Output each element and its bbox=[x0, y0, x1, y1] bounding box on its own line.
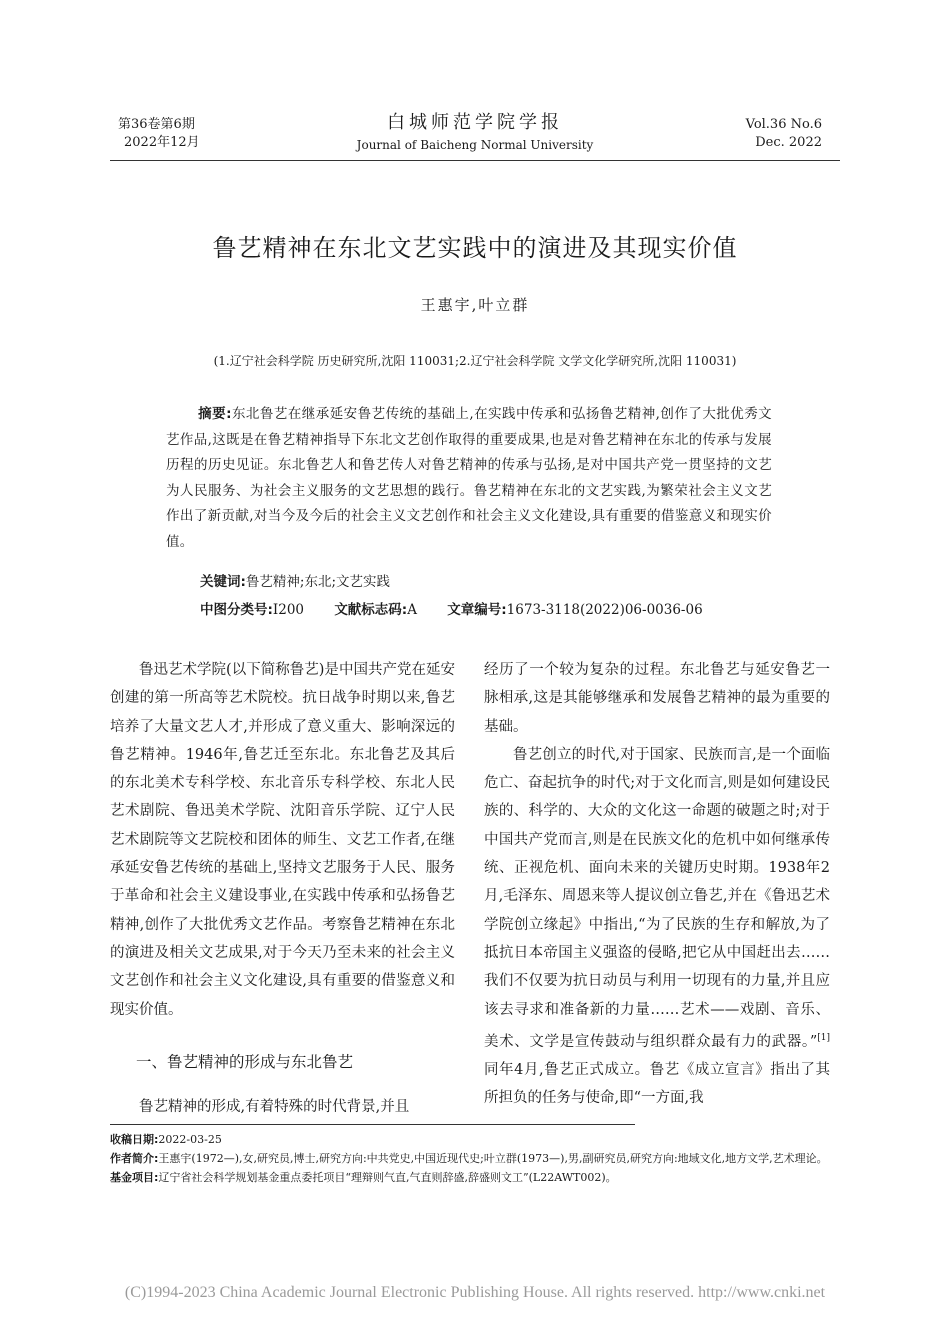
abstract bbox=[166, 402, 772, 555]
doc-code-value: A bbox=[407, 602, 417, 618]
author-info bbox=[110, 1150, 850, 1167]
section-heading: 一、鲁艺精神的形成与东北鲁艺 bbox=[136, 1053, 354, 1071]
article-title: 鲁艺精神在东北文艺实践中的演进及其现实价值 bbox=[212, 234, 738, 262]
footnote-rule bbox=[110, 1124, 635, 1125]
founding-paragraph bbox=[484, 741, 830, 1113]
keywords-text: 鲁艺精神;东北;文艺实践 bbox=[245, 574, 391, 590]
body-left-column bbox=[110, 656, 455, 1024]
keywords-label: 关键词: bbox=[200, 574, 246, 590]
received-date bbox=[110, 1131, 850, 1148]
journal-name-cn: 白城师范学院学报 bbox=[387, 112, 563, 133]
volume-issue-en: Vol.36 No.6 bbox=[745, 117, 822, 132]
clc-label: 中图分类号: bbox=[200, 602, 273, 618]
continued-paragraph: 经历了一个较为复杂的过程。东北鲁艺与延安鲁艺一脉相承,这是其能够继承和发展鲁艺精神的最为重要的基础。 bbox=[484, 662, 830, 735]
received-value: 2022-03-25 bbox=[158, 1133, 222, 1146]
abstract-label: 摘要: bbox=[198, 406, 232, 422]
volume-issue-cn: 第36卷第6期 bbox=[118, 117, 195, 132]
journal-name-en: Journal of Baicheng Normal University bbox=[356, 138, 594, 152]
header-left bbox=[118, 116, 200, 152]
date-cn: 2022年12月 bbox=[124, 135, 200, 150]
citation-mark: [1] bbox=[817, 1032, 830, 1043]
author-info-value: 王惠宇(1972—),女,研究员,博士,研究方向:中共党史,中国近现代史;叶立群(1973—),男,副研究员,研究方向:地域文化,地方文学,艺术理论。 bbox=[158, 1152, 828, 1165]
doc-code-label: 文献标志码: bbox=[334, 602, 408, 618]
header-rule bbox=[110, 160, 840, 161]
date-en: Dec. 2022 bbox=[755, 135, 822, 150]
founding-text-b: 同年4月,鲁艺正式成立。鲁艺《成立宣言》指出了其所担负的任务与使命,即“一方面,我 bbox=[484, 1061, 830, 1107]
clc-value: I200 bbox=[272, 602, 305, 618]
article-no-label: 文章编号: bbox=[447, 602, 507, 618]
keywords bbox=[200, 570, 390, 594]
fund-value: 辽宁省社会科学规划基金重点委托项目“理辩则气直,气直则辞盛,辞盛则文工”(L22AWT002)。 bbox=[158, 1171, 617, 1184]
fund-info bbox=[110, 1169, 850, 1186]
section-paragraph-start: 鲁艺精神的形成,有着特殊的时代背景,并且 bbox=[139, 1099, 410, 1115]
article-no-value: 1673-3118(2022)06-0036-06 bbox=[506, 602, 703, 618]
founding-text-a: 鲁艺创立的时代,对于国家、民族而言,是一个面临危亡、奋起抗争的时代;对于文化而言,则是如何建设民族的、科学的、大众的文化这一命题的破题之时;对于中国共产党而言,则是在民族文化的危机中如何继承传统、正视危机、面向未来的关键历史时期。1938年2月,毛泽东、周恩来等人提议创立鲁艺,并在《鲁迅艺术学院创立缘起》中指出,“为了民族的生存和解放,为了抵抗日本帝国主义强盗的侵略,把它从中国赶出去……我们不仅要为抗日动员与利用一切现有的力量,并且应该去寻求和准备新的力量……艺术——戏剧、音乐、美术、文学是宣传鼓动与组织群众最有力的武器。” bbox=[484, 746, 830, 1050]
copyright-line: (C)1994-2023 China Academic Journal Electronic Publishing House. All rights reserved. http://www.cnki.net bbox=[124, 1284, 826, 1301]
journal-title-block bbox=[300, 112, 650, 154]
intro-paragraph: 鲁迅艺术学院(以下简称鲁艺)是中国共产党在延安创建的第一所高等艺术院校。抗日战争时期以来,鲁艺培养了大量文艺人才,并形成了意义重大、影响深远的鲁艺精神。1946年,鲁艺迁至东北。东北鲁艺及其后的东北美术专科学校、东北音乐专科学校、东北人民艺术剧院、鲁迅美术学院、沈阳音乐学院、辽宁人民艺术剧院等文艺院校和团体的师生、文艺工作者,在继承延安鲁艺传统的基础上,坚持文艺服务于人民、服务于革命和社会主义建设事业,在实践中传承和弘扬鲁艺精神,创作了大批优秀文艺作品。考察鲁艺精神在东北的演进及相关文艺成果,对于今天乃至未来的社会主义文艺创作和社会主义文化建设,具有重要的借鉴意义和现实价值。 bbox=[110, 662, 455, 1018]
body-left-column-bottom bbox=[110, 1093, 455, 1121]
footnotes bbox=[110, 1131, 850, 1188]
author-affiliations: (1.辽宁社会科学院 历史研究所,沈阳 110031;2.辽宁社会科学院 文学文化学研究所,沈阳 110031) bbox=[213, 354, 737, 368]
article-authors: 王惠宇,叶立群 bbox=[420, 296, 530, 314]
author-info-label: 作者简介: bbox=[110, 1152, 159, 1165]
header-right bbox=[746, 116, 822, 152]
fund-label: 基金项目: bbox=[110, 1171, 159, 1184]
abstract-text: 东北鲁艺在继承延安鲁艺传统的基础上,在实践中传承和弘扬鲁艺精神,创作了大批优秀文艺作品,这既是在鲁艺精神指导下东北文艺创作取得的重要成果,也是对鲁艺精神在东北的传承与发展历程的历史见证。东北鲁艺人和鲁艺传人对鲁艺精神的传承与弘扬,是对中国共产党一贯坚持的文艺为人民服务、为社会主义服务的文艺思想的践行。鲁艺精神在东北的文艺实践,为繁荣社会主义文艺作出了新贡献,对当今及今后的社会主义文艺创作和社会主义文化建设,具有重要的借鉴意义和现实价值。 bbox=[166, 406, 772, 550]
received-label: 收稿日期: bbox=[110, 1133, 159, 1146]
classification-line bbox=[200, 598, 800, 622]
body-right-column bbox=[484, 656, 830, 1113]
